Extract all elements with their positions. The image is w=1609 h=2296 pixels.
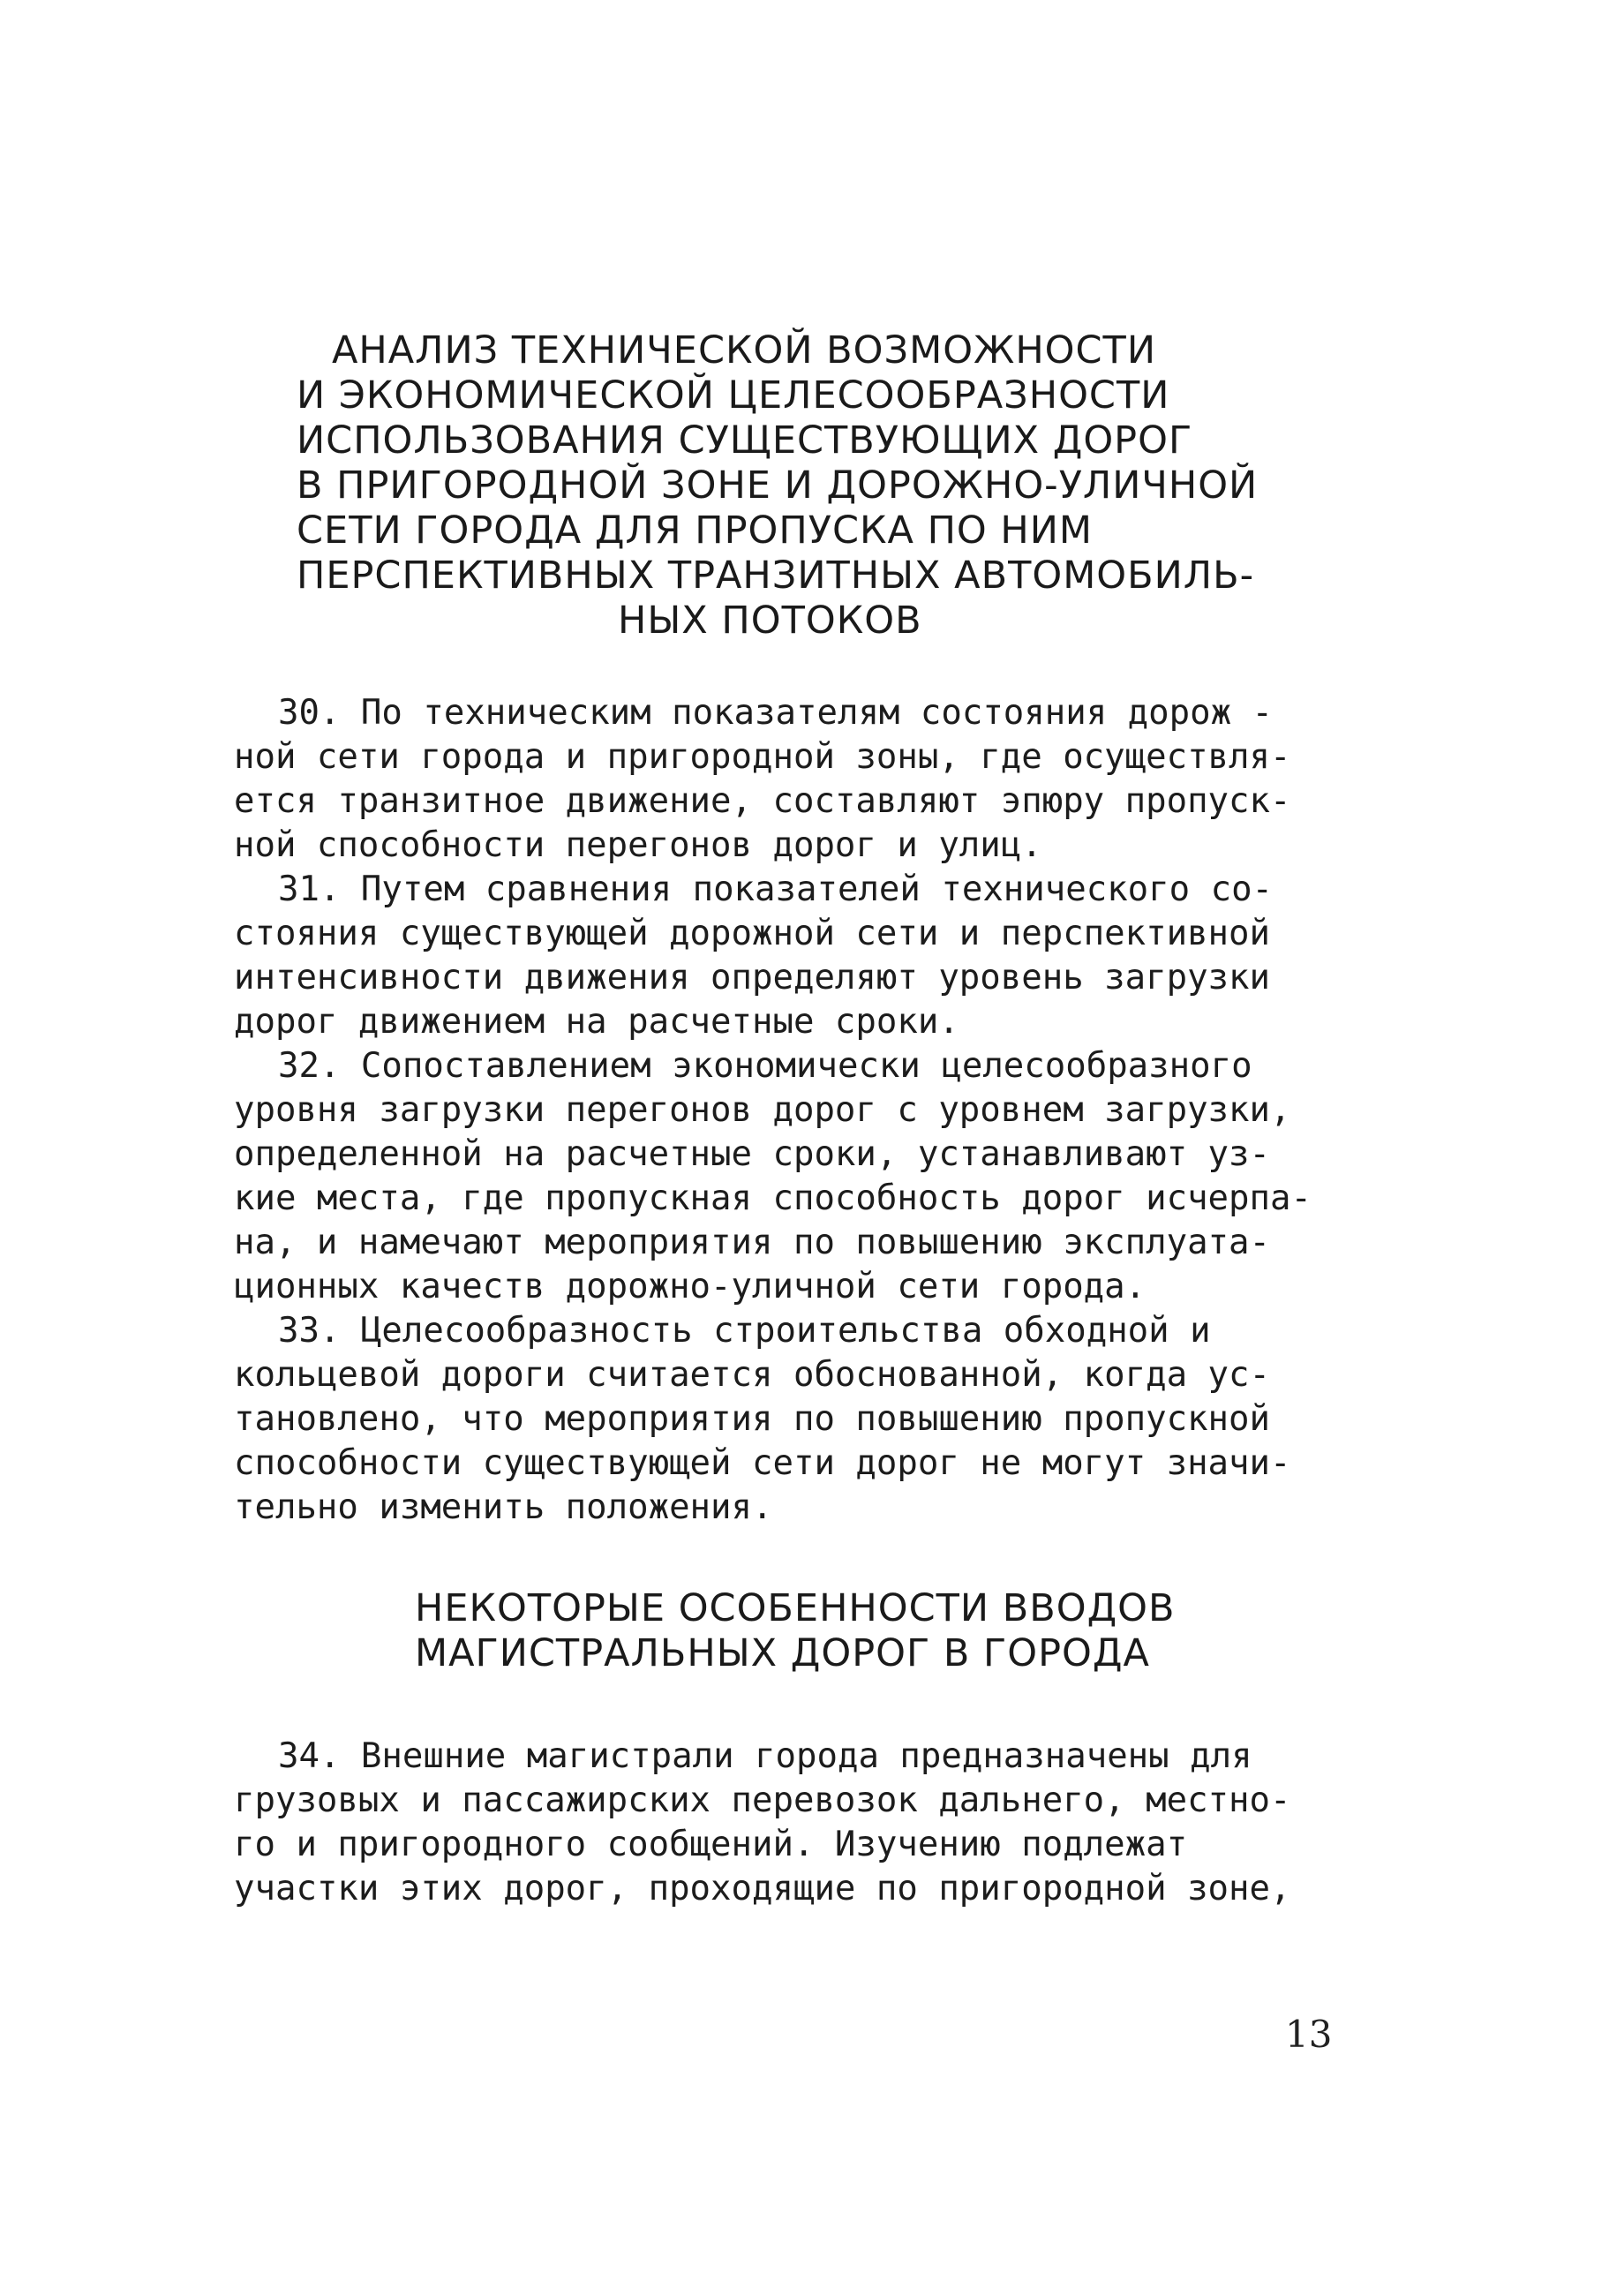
heading-line: СЕТИ ГОРОДА ДЛЯ ПРОПУСКА ПО НИМ xyxy=(297,508,1094,553)
page-number: 13 xyxy=(1285,2013,1333,2056)
heading-line: В ПРИГОРОДНОЙ ЗОНЕ И ДОРОЖНО-УЛИЧНОЙ xyxy=(297,463,1259,508)
text-line: 31. Путем сравнения показателей технического со- xyxy=(278,869,1274,909)
heading-line: ПЕРСПЕКТИВНЫХ ТРАНЗИТНЫХ АВТОМОБИЛЬ- xyxy=(297,553,1255,598)
section-heading-city-entries xyxy=(397,1586,1280,1676)
text-line: го и пригородного сообщений. Изучению подлежат xyxy=(234,1825,1188,1864)
text-line: способности существующей сети дорог не могут значи- xyxy=(234,1443,1291,1483)
text-line: ционных качеств дорожно-уличной сети города. xyxy=(234,1267,1147,1306)
text-line: ной способности перегонов дорог и улиц. xyxy=(234,825,1042,865)
heading-line: АНАЛИЗ ТЕХНИЧЕСКОЙ ВОЗМОЖНОСТИ xyxy=(332,328,1156,373)
text-line: участки этих дорог, проходящие по пригородной зоне, xyxy=(234,1869,1291,1908)
heading-line: НЕКОТОРЫЕ ОСОБЕННОСТИ ВВОДОВ xyxy=(415,1586,1176,1630)
paragraph-32 xyxy=(234,1044,1359,1309)
section-2-body xyxy=(234,1735,1359,1911)
text-line: 32. Сопоставлением экономически целесообразного xyxy=(278,1046,1252,1086)
text-line: кольцевой дороги считается обоснованной, когда ус- xyxy=(234,1355,1270,1395)
heading-line: МАГИСТРАЛЬНЫХ ДОРОГ В ГОРОДА xyxy=(415,1631,1150,1675)
paragraph-34 xyxy=(234,1735,1359,1911)
text-line: ной сети города и пригородной зоны, где осуществля- xyxy=(234,737,1291,777)
text-line: стояния существующей дорожной сети и перспективной xyxy=(234,914,1270,953)
text-line: определенной на расчетные сроки, устанавливают уз- xyxy=(234,1134,1270,1174)
paragraph-30 xyxy=(234,691,1359,868)
heading-line: ИСПОЛЬЗОВАНИЯ СУЩЕСТВУЮЩИХ ДОРОГ xyxy=(297,418,1193,463)
text-line: уровня загрузки перегонов дорог с уровнем загрузки, xyxy=(234,1090,1291,1130)
text-line: тановлено, что мероприятия по повышению пропускной xyxy=(234,1399,1270,1439)
section-heading-transit-analysis xyxy=(265,328,1271,644)
heading-line: НЫХ ПОТОКОВ xyxy=(618,598,922,643)
text-line: дорог движением на расчетные сроки. xyxy=(234,1002,959,1042)
text-line: грузовых и пассажирских перевозок дальнего, местно- xyxy=(234,1780,1291,1820)
text-line: на, и намечают мероприятия по повышению эксплуата- xyxy=(234,1223,1270,1262)
paragraph-33 xyxy=(234,1309,1359,1530)
paragraph-31 xyxy=(234,868,1359,1044)
text-line: 33. Целесообразность строительства обходной и xyxy=(278,1311,1211,1351)
text-line: ется транзитное движение, составляют эпюру пропуск- xyxy=(234,781,1291,821)
text-line: тельно изменить положения. xyxy=(234,1487,773,1527)
text-line: 34. Внешние магистрали города предназначены для xyxy=(278,1736,1252,1776)
text-line: интенсивности движения определяют уровень загрузки xyxy=(234,958,1270,997)
section-1-body xyxy=(234,691,1359,1530)
text-line: 30. По техническим показателям состояния дорож - xyxy=(278,693,1274,733)
heading-line: И ЭКОНОМИЧЕСКОЙ ЦЕЛЕСООБРАЗНОСТИ xyxy=(297,373,1170,418)
text-line: кие места, где пропускная способность дорог исчерпа- xyxy=(234,1178,1312,1218)
